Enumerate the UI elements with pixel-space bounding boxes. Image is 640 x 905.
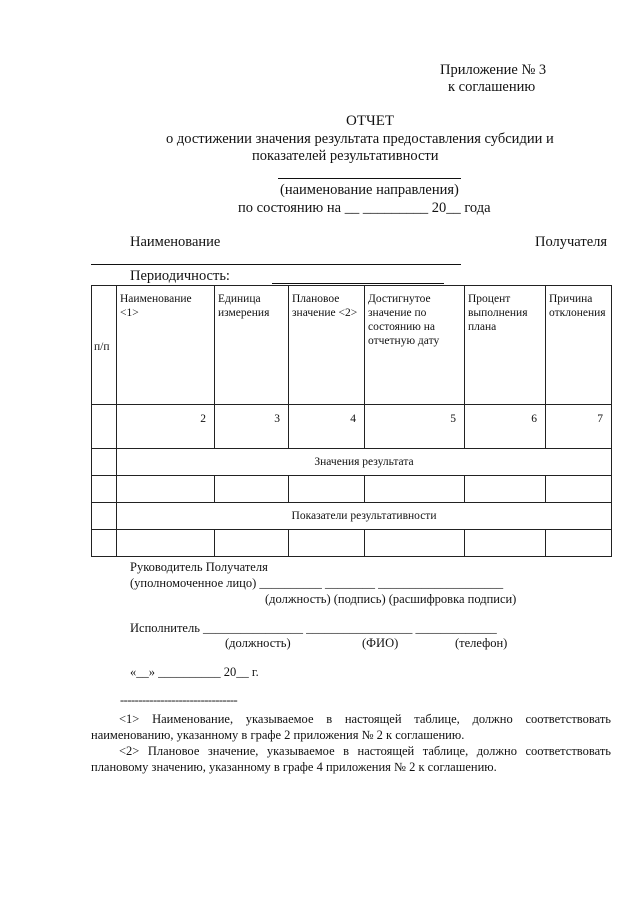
header-cell: п/п	[92, 286, 117, 405]
table-cell	[465, 476, 546, 503]
column-number: 7	[546, 405, 612, 449]
direction-caption: (наименование направления)	[280, 182, 459, 198]
report-as-of-date: по состоянию на __ _________ 20__ года	[238, 200, 491, 216]
section-title: Значения результата	[117, 449, 612, 476]
header-cell: Плановое значение <2>	[289, 286, 365, 405]
table-cell	[215, 476, 289, 503]
header-cell: Наименование <1>	[117, 286, 215, 405]
section-title: Показатели результативности	[117, 503, 612, 530]
table-cell	[92, 530, 117, 557]
column-number: 6	[465, 405, 546, 449]
table-cell	[546, 530, 612, 557]
table-cell	[117, 476, 215, 503]
head-signature-captions: (должность) (подпись) (расшифровка подписи)	[265, 592, 517, 606]
authorized-person-line: (уполномоченное лицо) __________ ________ ____________________	[130, 576, 504, 590]
column-number	[92, 405, 117, 449]
report-title-line1: о достижении значения результата предоставления субсидии и	[166, 131, 554, 147]
executor-position-caption: (должность)	[225, 636, 291, 650]
report-title-line2: показателей результативности	[252, 148, 439, 164]
header-cell: Процент выполнения плана	[465, 286, 546, 405]
table-cell	[546, 476, 612, 503]
head-label: Руководитель Получателя	[130, 560, 268, 574]
column-number: 4	[289, 405, 365, 449]
recipient-blank-line	[91, 264, 461, 265]
table-cell	[92, 449, 117, 476]
table-cell	[365, 530, 465, 557]
table-cell	[365, 476, 465, 503]
section-row-results	[92, 449, 612, 476]
table-cell	[215, 530, 289, 557]
report-heading: ОТЧЕТ	[346, 113, 395, 129]
direction-blank-line	[278, 178, 461, 179]
section-row-indicators	[92, 503, 612, 530]
appendix-agreement: к соглашению	[448, 79, 536, 95]
column-number: 5	[365, 405, 465, 449]
table-cell	[465, 530, 546, 557]
periodicity-blank-line	[272, 283, 444, 284]
header-cell: Единица измерения	[215, 286, 289, 405]
table-column-numbers-row	[92, 405, 612, 449]
recipient-label: Получателя	[535, 234, 608, 250]
appendix-number: Приложение № 3	[440, 62, 547, 78]
footnote-2: <2> Плановое значение, указываемое в настоящей таблице, должно соответствовать плановому значению, указанному в графе 4 приложения № 2 к соглашению.	[91, 744, 611, 774]
header-cell: Достигнутое значение по состоянию на отчетную дату	[365, 286, 465, 405]
executor-name-caption: (ФИО)	[362, 636, 399, 650]
table-row	[92, 476, 612, 503]
column-number: 2	[117, 405, 215, 449]
table-header-row	[92, 286, 612, 405]
footnote-1: <1> Наименование, указываемое в настоящей таблице, должно соответствовать наименованию, указанному в графе 2 приложения № 2 к соглашению.	[91, 712, 611, 742]
executor-phone-caption: (телефон)	[455, 636, 508, 650]
table-cell	[117, 530, 215, 557]
table-cell	[289, 476, 365, 503]
date-line: «__» __________ 20__ г.	[130, 665, 259, 679]
table-cell	[92, 503, 117, 530]
header-cell: Причина отклонения	[546, 286, 612, 405]
executor-line: Исполнитель ________________ _________________ _____________	[130, 621, 497, 635]
table-row	[92, 530, 612, 557]
footnote-separator: --------------------------------	[120, 693, 238, 707]
table-cell	[92, 476, 117, 503]
recipient-name-label: Наименование	[130, 234, 221, 250]
column-number: 3	[215, 405, 289, 449]
periodicity-label: Периодичность:	[130, 268, 230, 284]
table-cell	[289, 530, 365, 557]
report-table	[91, 285, 612, 557]
